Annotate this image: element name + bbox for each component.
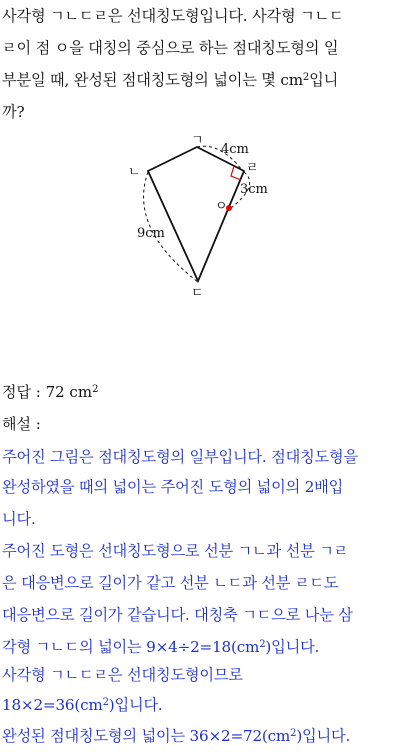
- explanation-line-10a: 완성된 점대칭도형의 넓이는 36×2=72(cm: [2, 727, 291, 745]
- explanation-line-10: [2, 720, 398, 752]
- explanation-line-9-superscript: 2: [102, 697, 109, 708]
- explanation-line-9a: 18×2=36(cm: [2, 696, 103, 714]
- explanation-line-7b: )입니다.: [265, 638, 320, 656]
- question-line-3a: 부분일 때, 완성된 점대칭도형의 넓이는 몇 cm: [2, 71, 303, 89]
- question-line-1: 사각형 ㄱㄴㄷㄹ은 선대칭도형입니다. 사각형 ㄱㄴㄷ: [2, 7, 344, 25]
- label-vertex-n: ㄴ: [128, 165, 141, 180]
- question-line-3: [2, 64, 398, 96]
- explanation-line-4: 주어진 도형은 선대칭도형으로 선분 ㄱㄴ과 선분 ㄱㄹ: [2, 542, 349, 560]
- explanation-line-5: 은 대응변으로 길이가 같고 선분 ㄴㄷ과 선분 ㄹㄷ도: [2, 574, 339, 592]
- label-center-o: ㅇ: [215, 199, 228, 214]
- explanation-line-1: 주어진 그림은 점대칭도형의 일부입니다. 점대칭도형을: [2, 448, 358, 466]
- explanation-line-7a: 각형 ㄱㄴㄷ의 넓이는 9×4÷2=18(cm: [2, 638, 260, 656]
- label-vertex-d: ㄷ: [191, 286, 204, 301]
- label-vertex-r: ㄹ: [246, 161, 259, 176]
- question-line-2: ㄹ이 점 ㅇ을 대칭의 중심으로 하는 점대칭도형의 일: [2, 39, 339, 57]
- explanation-line-10b: )입니다.: [296, 727, 351, 745]
- length-right: 3cm: [240, 182, 268, 197]
- explanation-line-9b: )입니다.: [108, 696, 163, 714]
- kite-outline: [148, 147, 244, 281]
- label-vertex-g: ㄱ: [191, 133, 204, 148]
- solution-heading: 해설 :: [2, 415, 41, 433]
- explanation-line-6: 대응변으로 길이가 같습니다. 대칭축 ㄱㄷ으로 나눈 삼: [2, 606, 353, 624]
- answer-label: 정답 :: [2, 383, 46, 401]
- explanation-line-2: 완성하였을 때의 넓이는 주어진 도형의 넓이의 2배입: [2, 478, 344, 496]
- kite-figure: [0, 132, 400, 302]
- length-top: 4cm: [221, 142, 249, 157]
- question-line-4: 까?: [2, 103, 25, 121]
- answer-line: [2, 377, 98, 407]
- explanation-line-7-superscript: 2: [259, 639, 266, 650]
- explanation-line-3: 니다.: [2, 510, 36, 528]
- explanation-line-8: 사각형 ㄱㄴㄷㄹ은 선대칭도형이므로: [2, 666, 243, 684]
- explanation-line-9: [2, 689, 398, 721]
- answer-value: 72 cm: [45, 383, 93, 401]
- length-left: 9cm: [137, 226, 165, 241]
- question-line-3b: 입니: [309, 71, 339, 89]
- explanation-line-10-superscript: 2: [290, 728, 297, 739]
- answer-superscript: 2: [92, 384, 99, 395]
- question-line-3-superscript: 2: [302, 72, 310, 83]
